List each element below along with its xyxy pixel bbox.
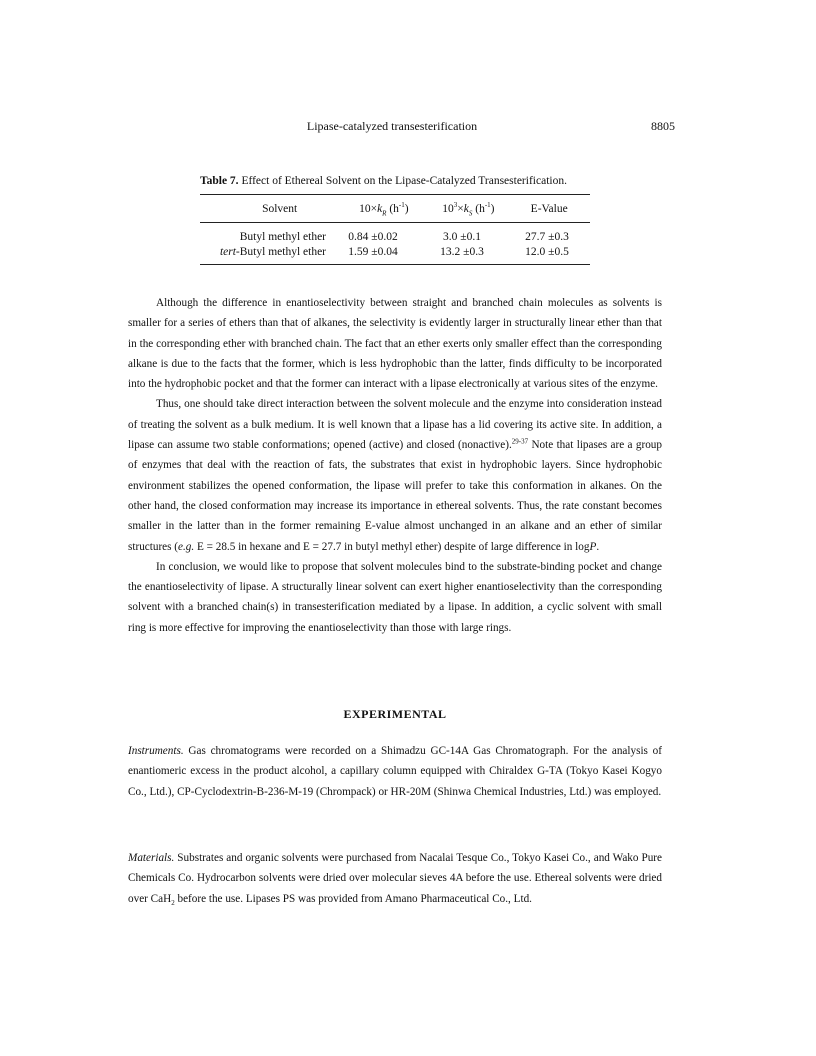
paragraph: In conclusion, we would like to propose that solvent molecules bind to the substrate-binding pocket and change the enantioselectivity of lipase. A structurally linear solvent can exert higher enantioselectivity than the corresponding solvent with a branched chain(s) in transesterification mediated by a lipase. In addition, a cyclic solvent with small ring is more effective for improving the enantioselectivity than those with large rings. bbox=[128, 560, 662, 634]
page-number: 8805 bbox=[651, 119, 675, 133]
col-header-solvent: Solvent bbox=[262, 202, 298, 215]
section-heading: EXPERIMENTAL bbox=[343, 707, 447, 721]
table-bottom-rule bbox=[200, 264, 590, 265]
table-header-row bbox=[200, 195, 590, 222]
paragraph: Thus, one should take direct interaction between the solvent molecule and the enzyme into consideration instead of treating the solvent as a bulk medium. It is well known that a lipase has a lid covering its active site. In addition, a lipase can assume two stable conformations; opened (active) and closed (nonactive).$^{29-37}$ Note that lipases are a group of enzymes that deal with the reaction of fats, the substrates that exist in hydrophobic layers. Since hydrophobic environment stabilizes the opened conformation, the lipase will prefer to take this conformation in alkanes. On the other hand, the closed conformation may increase its importance in ethereal solvents. Thus, the rate constant becomes smaller in the latter than in the former remaining E-value almost unchanged in an alkane and an ether of similar structures (e.g. E = 28.5 in hexane and E = 27.7 in butyl methyl ether) despite of large difference in logP. bbox=[128, 398, 662, 553]
instruments-label: Instruments. bbox=[128, 745, 184, 757]
table-7 bbox=[200, 174, 590, 265]
instruments-section: Instruments. Gas chromatograms were recorded on a Shimadzu GC-14A Gas Chromatograph. For the analysis of enantiomeric excess in the product alcohol, a capillary column equipped with Chiraldex G-TA (Tokyo Kasei Kogyo Co., Ltd.), CP-Cyclodextrin-B-236-M-19 (Chrompack) or HR-20M (Shinwa Chemical Industries, Ltd.) was employed. bbox=[128, 745, 662, 798]
materials-section: Materials. Substrates and organic solvents were purchased from Nacalai Tesque Co., Tokyo Kasei Co., and Wako Pure Chemicals Co. Hydrocarbon solvents were dried over molecular sieves 4A before the use. Ethereal solvents were dried over CaH$_2$ before the use. Lipases PS was provided from Amano Pharmaceutical Co., Ltd. bbox=[128, 852, 662, 907]
running-title: Lipase-catalyzed transesterification bbox=[306, 119, 478, 133]
table-row: Butyl methyl ether 0.84 ±0.02 3.0 ±0.1 27.7 ±0.3 bbox=[239, 231, 569, 243]
table-caption bbox=[200, 174, 590, 188]
table-label: Table 7. bbox=[200, 175, 239, 187]
paragraph: Although the difference in enantioselectivity between straight and branched chain molecules as solvents is smaller for a series of ethers than that of alkanes, the selectivity is evidently larger in structurally linear ether than that in the corresponding ether with branched chain. The fact that an ether exerts only smaller effect than the corresponding alkane is due to the facts that the former, which is less hydrophobic than the latter, finds difficulty to be incorporated into the hydrophobic pocket and that the former can interact with a lipase electronically at various sites of the enzyme. bbox=[128, 297, 662, 391]
data-table-body bbox=[200, 223, 590, 264]
col-header-e-value: E-Value bbox=[530, 202, 568, 215]
reference-citation: 29-37 bbox=[511, 437, 529, 446]
col-header-ks: $10^3\times k_S$ $(h^{-1})$ bbox=[442, 200, 495, 217]
table-row: tert-Butyl methyl ether 1.59 ±0.04 13.2 ±0.3 12.0 ±0.5 bbox=[219, 246, 569, 258]
materials-label: Materials. bbox=[128, 852, 175, 864]
discussion-text bbox=[128, 293, 662, 638]
col-header-kr: $10\times k_R$ $(h^{-1})$ bbox=[359, 200, 409, 217]
table-caption-text: Effect of Ethereal Solvent on the Lipase-Catalyzed Transesterification. bbox=[241, 175, 567, 187]
data-table bbox=[200, 195, 590, 222]
